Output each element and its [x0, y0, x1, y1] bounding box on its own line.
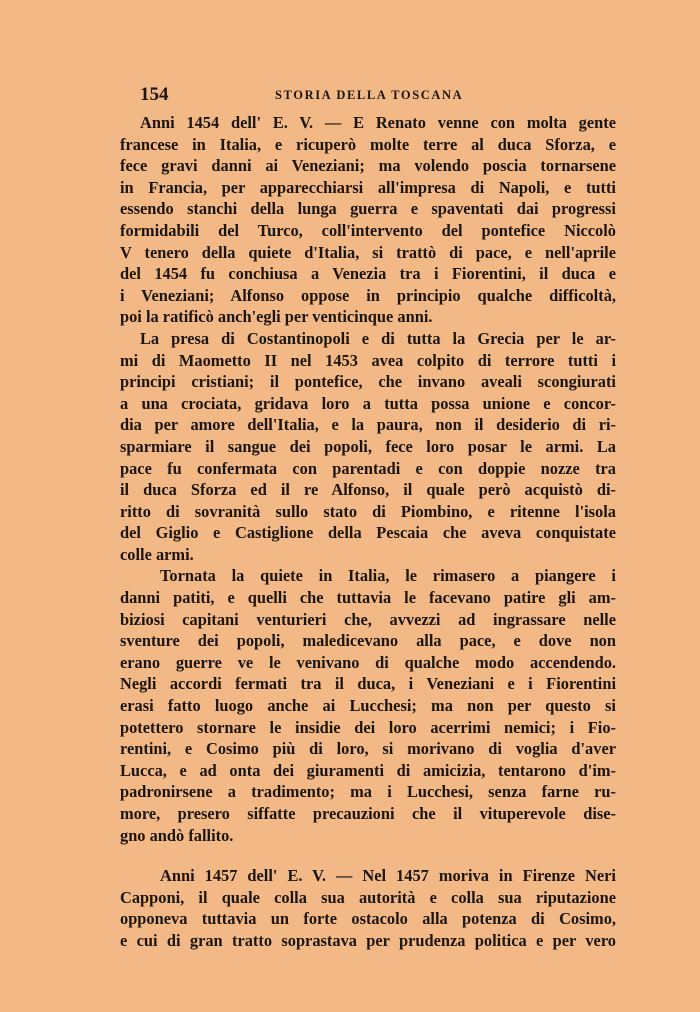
text-line: Lucca, e ad onta dei giuramenti di amicizia, tentarono d'im-	[120, 760, 616, 780]
text-line: i Veneziani; Alfonso oppose in principio qualche difficoltà,	[120, 285, 616, 305]
text-line: essendo stanchi della lunga guerra e spaventati dai progressi	[120, 199, 616, 219]
body-text	[120, 112, 616, 952]
running-title: STORIA DELLA TOSCANA	[275, 88, 464, 102]
text-line: mi di Maometto II nel 1453 avea colpito di terrore tutti i	[120, 350, 616, 370]
text-line: del 1454 fu conchiusa a Venezia tra i Fiorentini, il duca e	[120, 264, 616, 284]
text-line: V tenero della quiete d'Italia, si trattò di pace, e nell'aprile	[120, 242, 616, 262]
text-line: poi la ratificò anch'egli per venticinque anni.	[120, 307, 433, 327]
text-line: gno andò fallito.	[120, 825, 234, 845]
text-line: opponeva tuttavia un forte ostacolo alla potenza di Cosimo,	[120, 909, 616, 929]
text-line: Negli accordi fermati tra il duca, i Veneziani e i Fiorentini	[120, 674, 616, 694]
page-header	[140, 84, 560, 108]
text-line: a una crociata, gridava loro a tutta possa unione e concor-	[120, 393, 616, 413]
text-line: principi cristiani; il pontefice, che invano aveali scongiurati	[120, 372, 616, 392]
text-line: rentini, e Cosimo più di loro, si morivano di voglia d'aver	[120, 739, 616, 759]
text-line: sparmiare il sangue dei popoli, fece loro posar le armi. La	[120, 436, 616, 456]
text-line: e cui di gran tratto soprastava per prudenza politica e per vero	[120, 930, 616, 950]
text-line: fece gravi danni ai Veneziani; ma volendo poscia tornarsene	[120, 156, 616, 176]
text-line: La presa di Costantinopoli e di tutta la Grecia per le ar-	[140, 328, 616, 348]
text-line: del Giglio e Castiglione della Pescaia che aveva conquistate	[120, 523, 616, 543]
text-line: erano guerre ve le venivano di qualche modo accendendo.	[120, 652, 616, 672]
text-line: erasi fatto luogo anche ai Lucchesi; ma non per questo si	[120, 696, 616, 716]
text-line: formidabili del Turco, coll'intervento del pontefice Niccolò	[120, 220, 616, 240]
text-line: colle armi.	[120, 544, 194, 564]
text-line: biziosi capitani venturieri che, avvezzi ad ingrassare nelle	[120, 609, 616, 629]
text-line: ritto di sovranità sullo stato di Piombino, e ritenne l'isola	[120, 501, 616, 521]
text-line: Anni 1454 dell' E. V. — E Renato venne con molta gente	[140, 113, 616, 132]
text-line: Capponi, il quale colla sua autorità e colla sua riputazione	[120, 887, 616, 907]
text-line: Tornata la quiete in Italia, le rimasero a piangere i	[160, 566, 616, 586]
text-line: dia per amore dell'Italia, e la paura, non il desiderio di ri-	[120, 415, 616, 435]
text-line: in Francia, per apparecchiarsi all'impresa di Napoli, e tutti	[120, 177, 616, 197]
text-line: pace fu confermata con parentadi e con doppie nozze tra	[120, 458, 616, 478]
page-number: 154	[140, 84, 169, 105]
text-line: Anni 1457 dell' E. V. — Nel 1457 moriva in Firenze Neri	[160, 866, 616, 886]
text-line: more, presero siffatte precauzioni che il vituperevole dise-	[120, 804, 616, 823]
text-line: padronirsene a tradimento; ma i Lucchesi, senza farne ru-	[120, 782, 616, 802]
text-line: francese in Italia, e ricuperò molte terre al duca Sforza, e	[120, 134, 616, 154]
text-line: sventure dei popoli, maledicevano alla pace, e dove non	[120, 631, 616, 651]
text-line: danni patiti, e quelli che tuttavia le facevano patire gli am-	[120, 588, 616, 608]
text-line: il duca Sforza ed il re Alfonso, il quale però acquistò di-	[120, 480, 616, 500]
text-line: potettero stornare le insidie dei loro acerrimi nemici; i Fio-	[120, 717, 616, 737]
